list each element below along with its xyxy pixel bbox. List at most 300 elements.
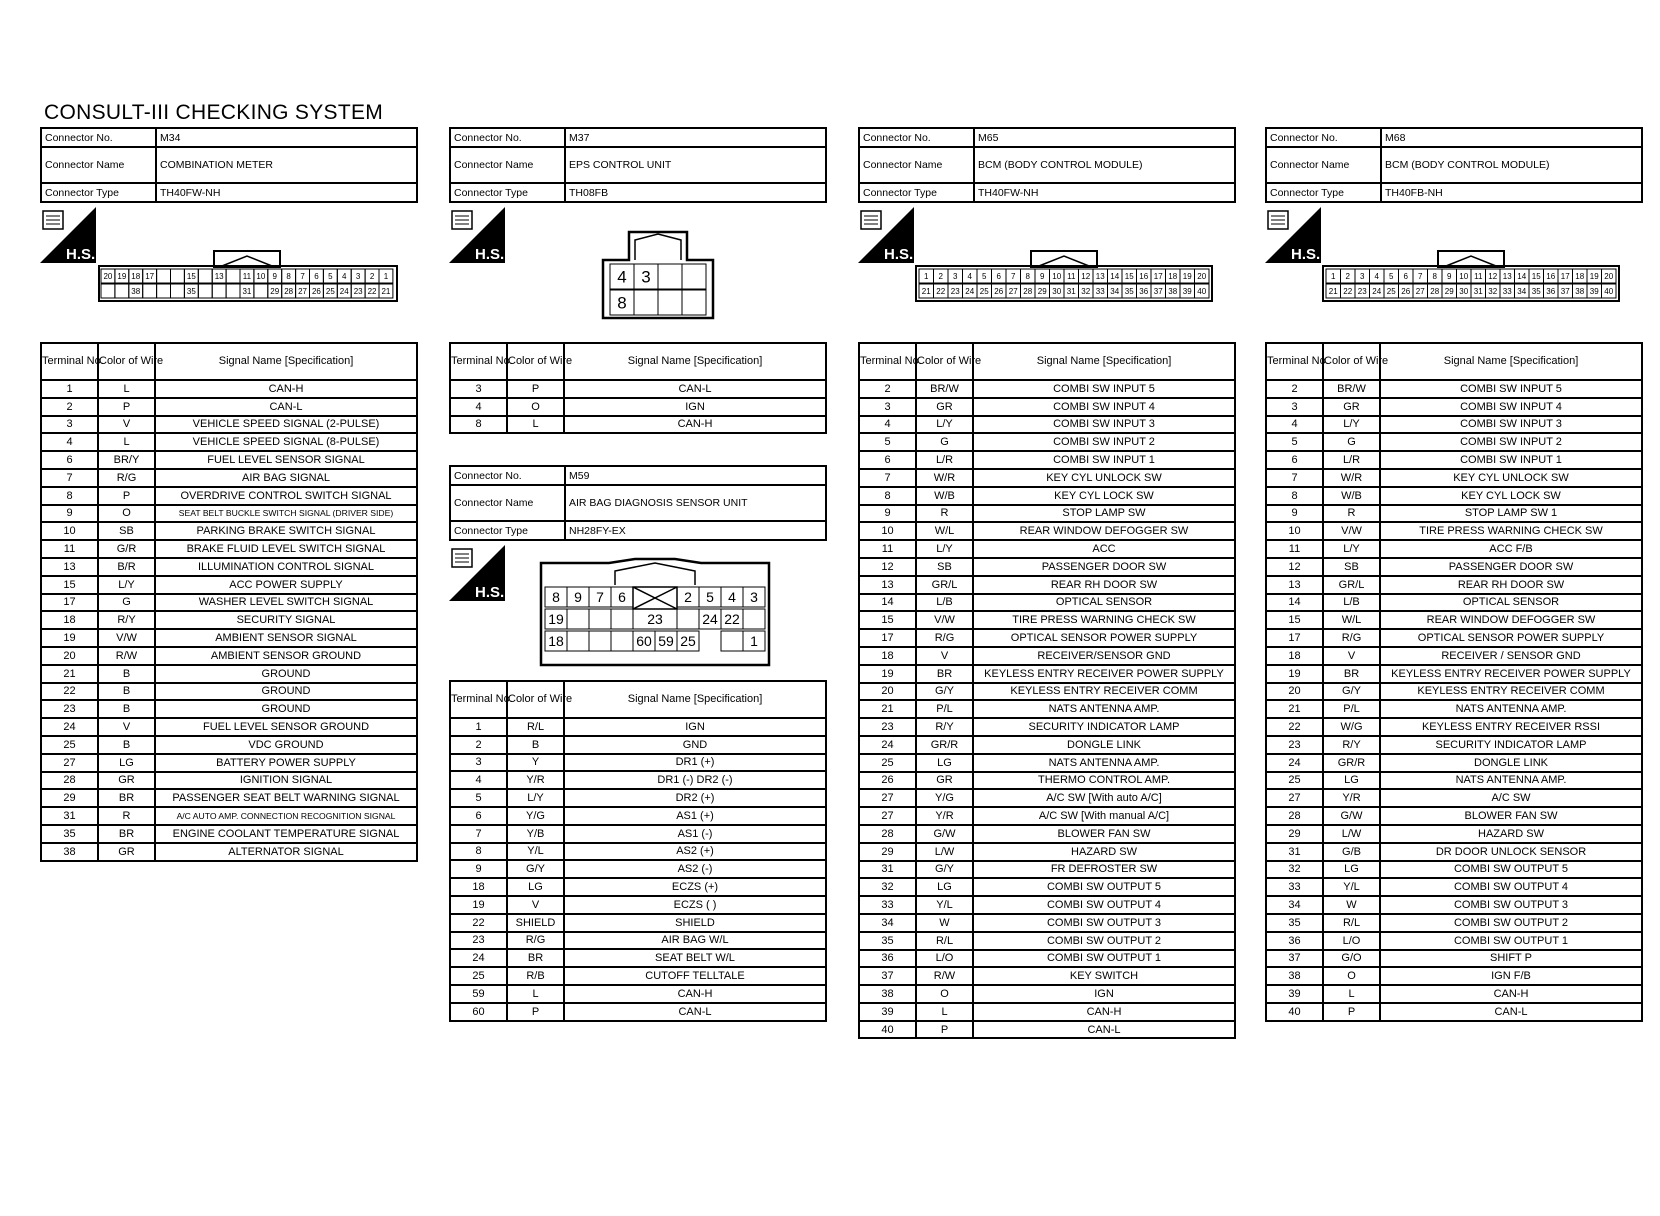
connector-type-value: TH08FB — [565, 183, 826, 202]
pin-number: 14 — [1517, 271, 1527, 281]
pin-number: 16 — [1139, 271, 1149, 281]
table-row — [41, 469, 417, 487]
table-row — [41, 505, 417, 523]
pin-table-m68-wrap — [1265, 342, 1643, 1022]
pin-cavity — [589, 609, 611, 629]
signal-name-cell: SHIELD — [564, 914, 826, 932]
pin-cavity — [682, 290, 706, 315]
pin-number: 9 — [574, 589, 582, 606]
pin-number: 4 — [728, 589, 736, 606]
wire-color-cell: R/Y — [1323, 736, 1380, 754]
connector-no-value: M59 — [565, 466, 826, 485]
terminal-no-cell: 18 — [859, 647, 916, 665]
terminal-no-cell: 11 — [859, 540, 916, 558]
table-row — [450, 914, 826, 932]
signal-name-cell: CAN-H — [1380, 985, 1642, 1003]
signal-name-cell: OPTICAL SENSOR — [973, 594, 1235, 612]
signal-name-cell: COMBI SW OUTPUT 5 — [1380, 861, 1642, 879]
pin-number: 17 — [1560, 271, 1570, 281]
signal-name-cell: COMBI SW OUTPUT 1 — [973, 950, 1235, 968]
terminal-no-cell: 25 — [450, 967, 507, 985]
table-row — [1266, 807, 1642, 825]
wire-color-cell: V/W — [916, 611, 973, 629]
pin-number: 19 — [1182, 271, 1192, 281]
pin-number: 10 — [1459, 271, 1469, 281]
terminal-no-cell: 60 — [450, 1003, 507, 1021]
terminal-no-cell: 40 — [859, 1021, 916, 1039]
table-row — [450, 736, 826, 754]
pin-cavity — [682, 264, 706, 289]
signal-name-cell: DONGLE LINK — [973, 736, 1235, 754]
table-row — [41, 683, 417, 701]
wire-color-cell: P/L — [1323, 700, 1380, 718]
signal-name-cell: CAN-L — [564, 1003, 826, 1021]
pin-cavity — [567, 609, 589, 629]
signal-name-cell: GROUND — [155, 683, 417, 701]
table-row — [859, 950, 1235, 968]
wire-color-cell: SHIELD — [507, 914, 564, 932]
connector-no-label: Connector No. — [41, 128, 156, 147]
wire-color-cell: LG — [1323, 772, 1380, 790]
terminal-no-cell: 34 — [1266, 896, 1323, 914]
table-row — [859, 754, 1235, 772]
signal-name-cell: HAZARD SW — [973, 843, 1235, 861]
connector-no-value: M37 — [565, 128, 826, 147]
terminal-no-cell: 23 — [859, 718, 916, 736]
terminal-no-cell: 22 — [1266, 718, 1323, 736]
wire-color-cell: Y/L — [1323, 878, 1380, 896]
pin-number: 35 — [186, 286, 196, 296]
wire-color-cell: R/G — [507, 932, 564, 950]
pin-number: 28 — [284, 286, 294, 296]
pin-number: 18 — [131, 271, 141, 281]
pin-cavity — [634, 290, 658, 315]
signal-name-cell: DR2 (+) — [564, 789, 826, 807]
signal-name-cell: NATS ANTENNA AMP. — [1380, 772, 1642, 790]
wire-color-cell: LG — [98, 754, 155, 772]
pin-number: 18 — [548, 633, 564, 650]
table-row — [1266, 487, 1642, 505]
table-row — [859, 647, 1235, 665]
connector-type-label: Connector Type — [450, 521, 565, 540]
signal-name-cell: AS2 (-) — [564, 860, 826, 878]
signal-name-cell: STOP LAMP SW — [973, 505, 1235, 523]
table-row — [1266, 896, 1642, 914]
terminal-no-cell: 36 — [859, 950, 916, 968]
terminal-no-cell: 11 — [41, 540, 98, 558]
wire-color-cell: G/W — [1323, 807, 1380, 825]
table-row — [1266, 1003, 1642, 1021]
wire-color-cell: R/L — [1323, 914, 1380, 932]
terminal-no-cell: 1 — [41, 380, 98, 398]
signal-name-cell: BLOWER FAN SW — [1380, 807, 1642, 825]
signal-name-cell: CAN-L — [973, 1021, 1235, 1039]
pin-number: 40 — [1197, 286, 1207, 296]
terminal-no-cell: 29 — [859, 843, 916, 861]
connector-name-value: EPS CONTROL UNIT — [565, 147, 826, 183]
wire-color-cell: R — [916, 505, 973, 523]
wire-color-cell: O — [507, 398, 564, 416]
signal-name-cell: KEYLESS ENTRY RECEIVER COMM — [973, 683, 1235, 701]
signal-name-cell: KEY CYL UNLOCK SW — [973, 469, 1235, 487]
pin-number: 37 — [1153, 286, 1163, 296]
wire-color-cell: P — [98, 487, 155, 505]
terminal-no-cell: 34 — [859, 914, 916, 932]
pin-number: 18 — [1575, 271, 1585, 281]
wire-color-cell: GR — [916, 398, 973, 416]
wire-color-cell: V — [98, 718, 155, 736]
wire-color-cell: LG — [1323, 861, 1380, 879]
signal-name-cell: IGNITION SIGNAL — [155, 772, 417, 790]
wire-color-cell: R/G — [1323, 629, 1380, 647]
signal-name-cell: IGN — [564, 718, 826, 736]
pin-table-m59 — [449, 680, 827, 1022]
table-row — [450, 949, 826, 967]
pin-number: 5 — [982, 271, 987, 281]
pin-number: 39 — [1182, 286, 1192, 296]
wire-color-cell: L — [98, 380, 155, 398]
signal-name-cell: IGN — [973, 985, 1235, 1003]
hs-label: H.S. — [1291, 246, 1321, 263]
wire-color-cell: Y/G — [916, 789, 973, 807]
table-row — [1266, 932, 1642, 950]
signal-name-cell: REAR WINDOW DEFOGGER SW — [973, 522, 1235, 540]
wire-color-cell: G/R — [98, 540, 155, 558]
pin-number: 23 — [353, 286, 363, 296]
terminal-no-cell: 31 — [859, 861, 916, 879]
pin-cavity — [254, 284, 268, 298]
signal-name-cell: TIRE PRESS WARNING CHECK SW — [973, 611, 1235, 629]
terminal-no-cell: 20 — [41, 647, 98, 665]
connector-type-label: Connector Type — [41, 183, 156, 202]
pin-number: 16 — [1546, 271, 1556, 281]
signal-name-cell: AIR BAG W/L — [564, 932, 826, 950]
wire-color-cell: G — [98, 594, 155, 612]
pin-number: 1 — [924, 271, 929, 281]
wire-color-cell: B — [98, 736, 155, 754]
table-row — [41, 629, 417, 647]
table-row — [41, 576, 417, 594]
wire-color-cell: L/Y — [916, 540, 973, 558]
hs-label: H.S. — [475, 246, 505, 263]
table-row — [41, 718, 417, 736]
signal-name-cell: VEHICLE SPEED SIGNAL (8-PULSE) — [155, 433, 417, 451]
signal-name-cell: COMBI SW OUTPUT 2 — [973, 932, 1235, 950]
terminal-no-cell: 1 — [450, 718, 507, 736]
harness-side-icon — [449, 207, 505, 263]
table-row — [1266, 789, 1642, 807]
wire-color-cell: SB — [916, 558, 973, 576]
terminal-no-cell: 33 — [1266, 878, 1323, 896]
signal-name-cell: ACC F/B — [1380, 540, 1642, 558]
pin-number: 6 — [996, 271, 1001, 281]
terminal-no-cell: 7 — [859, 469, 916, 487]
wire-color-cell: R — [98, 807, 155, 825]
harness-side-icon — [40, 207, 96, 263]
pin-cavity — [658, 290, 682, 315]
table-row — [41, 558, 417, 576]
wire-color-cell: L — [98, 433, 155, 451]
pin-number: 31 — [1066, 286, 1076, 296]
pin-number: 5 — [328, 271, 333, 281]
signal-name-cell: KEYLESS ENTRY RECEIVER POWER SUPPLY — [973, 665, 1235, 683]
terminal-no-header: Terminal No. — [450, 343, 507, 380]
pin-cavity — [143, 284, 157, 298]
connector-m37 — [449, 127, 827, 203]
signal-name-cell: COMBI SW OUTPUT 2 — [1380, 914, 1642, 932]
terminal-no-cell: 25 — [41, 736, 98, 754]
wire-color-cell: LG — [916, 754, 973, 772]
signal-name-cell: COMBI SW INPUT 4 — [973, 398, 1235, 416]
signal-name-cell: NATS ANTENNA AMP. — [973, 700, 1235, 718]
wire-color-cell: Y/L — [507, 843, 564, 861]
terminal-no-cell: 25 — [859, 754, 916, 772]
table-row — [1266, 594, 1642, 612]
wire-color-cell: W/R — [1323, 469, 1380, 487]
pin-number: 31 — [242, 286, 252, 296]
signal-header: Signal Name [Specification] — [564, 681, 826, 718]
connector-no-value: M34 — [156, 128, 417, 147]
signal-name-cell: COMBI SW INPUT 3 — [973, 416, 1235, 434]
wire-color-cell: W/R — [916, 469, 973, 487]
table-row — [41, 647, 417, 665]
table-row — [859, 416, 1235, 434]
table-row — [859, 380, 1235, 398]
wire-color-cell: P/L — [916, 700, 973, 718]
wire-color-cell: GR/L — [1323, 576, 1380, 594]
wire-color-cell: P — [1323, 1003, 1380, 1021]
terminal-no-cell: 12 — [1266, 558, 1323, 576]
table-row — [41, 665, 417, 683]
pin-table-m37-wrap — [449, 342, 827, 434]
signal-name-cell: CUTOFF TELLTALE — [564, 967, 826, 985]
pin-number: 9 — [1040, 271, 1045, 281]
table-row — [859, 1003, 1235, 1021]
wire-color-cell: W/G — [1323, 718, 1380, 736]
pin-number: 19 — [117, 271, 127, 281]
table-row — [1266, 558, 1642, 576]
connector-no-label: Connector No. — [1266, 128, 1381, 147]
table-row — [450, 878, 826, 896]
wire-color-cell: R/B — [507, 967, 564, 985]
terminal-no-cell: 39 — [1266, 985, 1323, 1003]
pin-number: 35 — [1124, 286, 1134, 296]
signal-name-cell: ILLUMINATION CONTROL SIGNAL — [155, 558, 417, 576]
pin-number: 14 — [1110, 271, 1120, 281]
wire-color-cell: Y/L — [916, 896, 973, 914]
pin-table-m59-wrap — [449, 680, 827, 1022]
signal-name-cell: COMBI SW OUTPUT 5 — [973, 878, 1235, 896]
table-row — [1266, 469, 1642, 487]
wire-color-cell: G/Y — [916, 861, 973, 879]
wire-color-cell: L/B — [916, 594, 973, 612]
wire-color-cell: GR — [98, 772, 155, 790]
pin-number: 12 — [1488, 271, 1498, 281]
connector-type-value: TH40FB-NH — [1381, 183, 1642, 202]
signal-name-cell: COMBI SW OUTPUT 4 — [1380, 878, 1642, 896]
connector-type-label: Connector Type — [1266, 183, 1381, 202]
wire-color-cell: P — [507, 380, 564, 398]
terminal-no-cell: 28 — [41, 772, 98, 790]
pin-number: 25 — [979, 286, 989, 296]
terminal-no-cell: 2 — [41, 398, 98, 416]
terminal-no-cell: 6 — [450, 807, 507, 825]
pin-number: 21 — [921, 286, 931, 296]
signal-name-cell: PASSENGER DOOR SW — [1380, 558, 1642, 576]
terminal-no-header: Terminal No. — [450, 681, 507, 718]
wire-color-cell: G — [1323, 433, 1380, 451]
pin-number: 25 — [680, 633, 696, 650]
table-row — [450, 932, 826, 950]
wire-color-cell: B — [98, 700, 155, 718]
pin-number: 29 — [1444, 286, 1454, 296]
pin-number: 21 — [1328, 286, 1338, 296]
signal-name-cell: SEAT BELT BUCKLE SWITCH SIGNAL (DRIVER SIDE) — [155, 505, 417, 523]
wire-color-cell: V — [916, 647, 973, 665]
signal-name-cell: SHIFT P — [1380, 950, 1642, 968]
pin-number: 17 — [1153, 271, 1163, 281]
wire-color-cell: R/W — [916, 967, 973, 985]
signal-name-cell: WASHER LEVEL SWITCH SIGNAL — [155, 594, 417, 612]
wire-color-cell: BR — [98, 825, 155, 843]
wire-color-cell: W — [916, 914, 973, 932]
connector-m65 — [858, 127, 1236, 203]
terminal-no-cell: 5 — [450, 789, 507, 807]
pin-cavity — [157, 269, 171, 283]
table-row — [41, 594, 417, 612]
connector-info-table — [449, 465, 827, 541]
signal-name-cell: COMBI SW INPUT 5 — [1380, 380, 1642, 398]
connector-no-value: M65 — [974, 128, 1235, 147]
connector-no-label: Connector No. — [450, 128, 565, 147]
pin-number: 31 — [1473, 286, 1483, 296]
pin-number: 36 — [1546, 286, 1556, 296]
wire-color-cell: G/Y — [507, 860, 564, 878]
signal-name-cell: HAZARD SW — [1380, 825, 1642, 843]
connector-face-m65 — [915, 250, 1213, 302]
signal-name-cell: SEAT BELT W/L — [564, 949, 826, 967]
terminal-no-cell: 2 — [1266, 380, 1323, 398]
terminal-no-cell: 10 — [859, 522, 916, 540]
table-row — [859, 433, 1235, 451]
signal-name-cell: ACC — [973, 540, 1235, 558]
terminal-no-cell: 25 — [1266, 772, 1323, 790]
terminal-no-cell: 19 — [859, 665, 916, 683]
signal-name-cell: COMBI SW INPUT 1 — [1380, 451, 1642, 469]
table-row — [41, 380, 417, 398]
signal-name-cell: AS1 (+) — [564, 807, 826, 825]
terminal-no-cell: 24 — [1266, 754, 1323, 772]
table-row — [1266, 576, 1642, 594]
signal-name-cell: CAN-H — [564, 985, 826, 1003]
wire-color-cell: R/Y — [916, 718, 973, 736]
terminal-no-cell: 4 — [41, 433, 98, 451]
pin-number: 2 — [684, 589, 692, 606]
connector-m34 — [40, 127, 418, 203]
terminal-no-cell: 27 — [1266, 789, 1323, 807]
signal-name-cell: NATS ANTENNA AMP. — [1380, 700, 1642, 718]
table-row — [41, 522, 417, 540]
terminal-no-cell: 13 — [859, 576, 916, 594]
pin-number: 3 — [641, 267, 651, 287]
table-row — [859, 896, 1235, 914]
terminal-no-cell: 5 — [1266, 433, 1323, 451]
pin-number: 36 — [1139, 286, 1149, 296]
signal-name-cell: KEYLESS ENTRY RECEIVER RSSI — [1380, 718, 1642, 736]
terminal-no-cell: 14 — [1266, 594, 1323, 612]
signal-name-cell: COMBI SW INPUT 2 — [973, 433, 1235, 451]
table-row — [1266, 700, 1642, 718]
hs-label: H.S. — [884, 246, 914, 263]
wire-color-cell: R/L — [916, 932, 973, 950]
wire-color-cell: BR/W — [1323, 380, 1380, 398]
connector-type-value: NH28FY-EX — [565, 521, 826, 540]
wire-color-cell: L/W — [916, 843, 973, 861]
table-row — [859, 594, 1235, 612]
terminal-no-cell: 11 — [1266, 540, 1323, 558]
pin-number: 8 — [552, 589, 560, 606]
table-row — [1266, 754, 1642, 772]
wire-color-cell: W — [1323, 896, 1380, 914]
table-row — [1266, 914, 1642, 932]
connector-name-value: BCM (BODY CONTROL MODULE) — [974, 147, 1235, 183]
pin-number: 32 — [1488, 286, 1498, 296]
table-row — [41, 825, 417, 843]
wire-color-cell: BR — [916, 665, 973, 683]
color-header: Color of Wire — [98, 343, 155, 380]
signal-header: Signal Name [Specification] — [1380, 343, 1642, 380]
signal-name-cell: KEYLESS ENTRY RECEIVER COMM — [1380, 683, 1642, 701]
terminal-no-cell: 17 — [41, 594, 98, 612]
pin-cavity — [743, 609, 765, 629]
terminal-no-cell: 27 — [41, 754, 98, 772]
signal-name-cell: FR DEFROSTER SW — [973, 861, 1235, 879]
terminal-no-cell: 2 — [450, 736, 507, 754]
terminal-no-cell: 31 — [41, 807, 98, 825]
signal-name-cell: DR DOOR UNLOCK SENSOR — [1380, 843, 1642, 861]
terminal-no-header: Terminal No. — [859, 343, 916, 380]
wire-color-cell: GR/L — [916, 576, 973, 594]
wire-color-cell: V — [98, 416, 155, 434]
signal-name-cell: CAN-H — [564, 416, 826, 434]
connector-face-m37 — [601, 230, 715, 320]
wire-color-cell: L/R — [1323, 451, 1380, 469]
wire-color-cell: R/Y — [98, 611, 155, 629]
signal-name-cell: RECEIVER / SENSOR GND — [1380, 647, 1642, 665]
table-row — [859, 451, 1235, 469]
terminal-no-cell: 28 — [859, 825, 916, 843]
pin-number: 26 — [1401, 286, 1411, 296]
table-row — [859, 665, 1235, 683]
pin-number: 8 — [286, 271, 291, 281]
wire-color-cell: SB — [98, 522, 155, 540]
terminal-no-cell: 20 — [1266, 683, 1323, 701]
pin-cavity — [721, 631, 743, 651]
terminal-no-cell: 38 — [1266, 967, 1323, 985]
terminal-no-cell: 9 — [450, 860, 507, 878]
table-row — [859, 736, 1235, 754]
signal-name-cell: SECURITY INDICATOR LAMP — [973, 718, 1235, 736]
pin-cavity — [589, 631, 611, 651]
pin-number: 24 — [1372, 286, 1382, 296]
connector-no-label: Connector No. — [450, 466, 565, 485]
wire-color-cell: L/W — [1323, 825, 1380, 843]
table-row — [41, 398, 417, 416]
pin-number: 20 — [1604, 271, 1614, 281]
terminal-no-cell: 27 — [859, 807, 916, 825]
table-row — [859, 1021, 1235, 1039]
terminal-no-cell: 13 — [1266, 576, 1323, 594]
